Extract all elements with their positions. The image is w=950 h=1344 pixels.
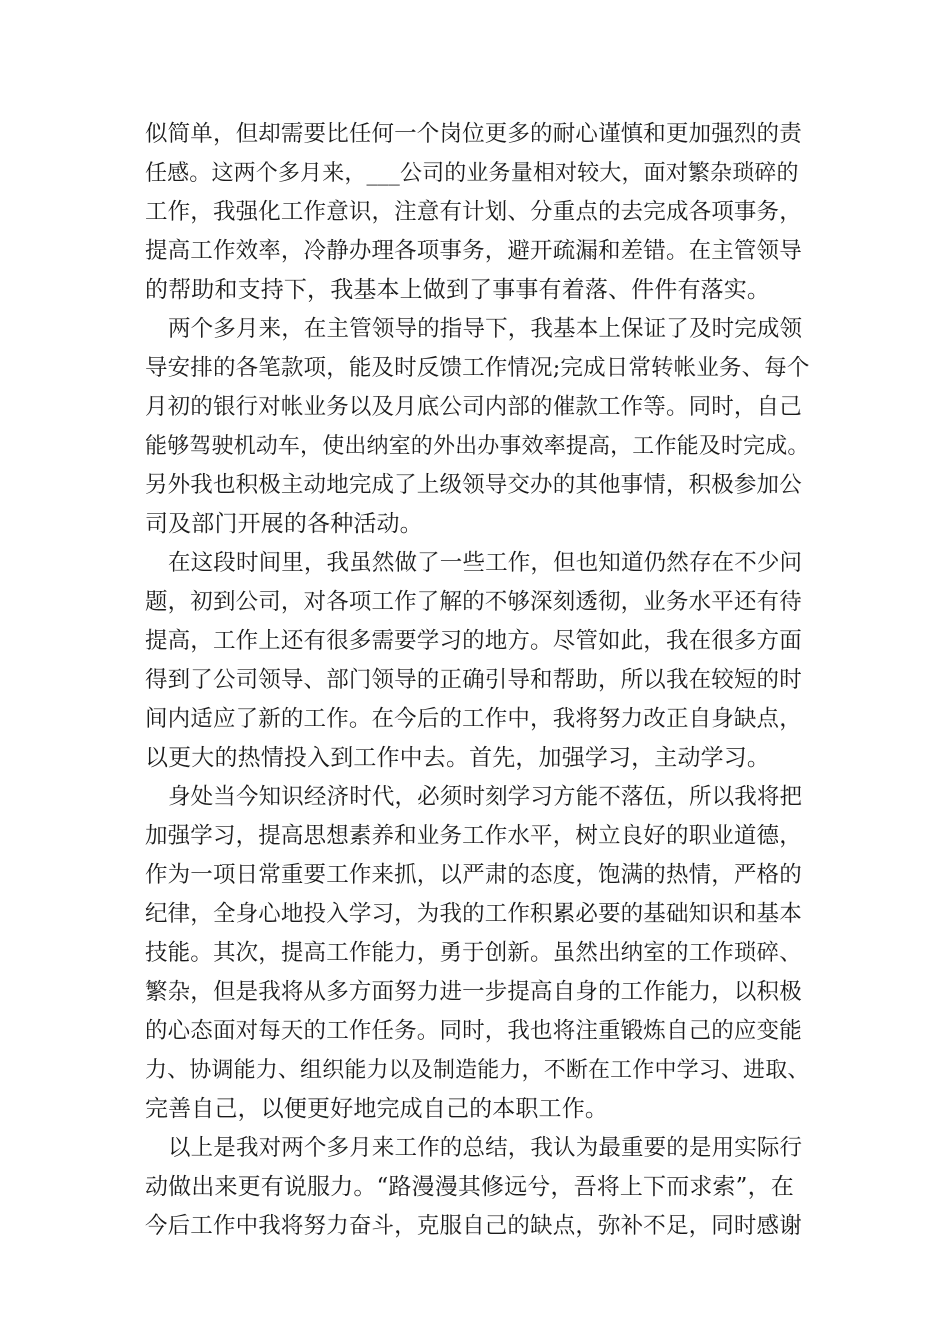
text-line: 作为一项日常重要工作来抓，以严肃的态度，饱满的热情，严格的: [145, 862, 802, 888]
document-body: [145, 115, 810, 1246]
text-line: 技能。其次，提高工作能力，勇于创新。虽然出纳室的工作琐碎、: [145, 940, 802, 966]
text-line: 月初的银行对帐业务以及月底公司内部的催款工作等。同时，自己: [145, 394, 802, 420]
text-line: 提高工作效率，冷静办理各项事务，避开疏漏和差错。在主管领导: [145, 238, 802, 264]
text-line: 似简单，但却需要比任何一个岗位更多的耐心谨慎和更加强烈的责: [145, 121, 802, 147]
text-line: 间内适应了新的工作。在今后的工作中，我将努力改正自身缺点，: [145, 706, 802, 732]
text-line: 工作，我强化工作意识，注意有计划、分重点的去完成各项事务，: [145, 199, 802, 225]
text-line: 提高，工作上还有很多需要学习的地方。尽管如此，我在很多方面: [145, 628, 802, 654]
text-line: 以更大的热情投入到工作中去。首先，加强学习，主动学习。: [145, 745, 771, 771]
text-line: 力、协调能力、组织能力以及制造能力，不断在工作中学习、进取、: [145, 1058, 810, 1083]
text-line: 繁杂，但是我将从多方面努力进一步提高自身的工作能力，以积极: [145, 979, 802, 1005]
text-line: 加强学习，提高思想素养和业务工作水平，树立良好的职业道德，: [145, 823, 802, 849]
text-line: 今后工作中我将努力奋斗，克服自己的缺点，弥补不足，同时感谢: [145, 1213, 802, 1239]
text-line: 的帮助和支持下，我基本上做到了事事有着落、件件有落实。: [145, 277, 771, 303]
paragraph-first-line: 在这段时间里，我虽然做了一些工作，但也知道仍然存在不少问: [168, 550, 803, 576]
text-line: 的心态面对每天的工作任务。同时，我也将注重锻炼自己的应变能: [145, 1018, 802, 1044]
text-line: 另外我也积极主动地完成了上级领导交办的其他事情，积极参加公: [145, 472, 802, 498]
text-line: 完善自己，以便更好地完成自己的本职工作。: [145, 1096, 608, 1122]
text-line: 任感。这两个多月来，___公司的业务量相对较大，面对繁杂琐碎的: [145, 161, 799, 186]
paragraph-first-line: 两个多月来，在主管领导的指导下，我基本上保证了及时完成领: [168, 316, 803, 342]
text-line: 司及部门开展的各种活动。: [145, 511, 423, 537]
text-line: 得到了公司领导、部门领导的正确引导和帮助，所以我在较短的时: [145, 667, 802, 693]
text-line: 题，初到公司，对各项工作了解的不够深刻透彻，业务水平还有待: [145, 589, 802, 615]
text-line: 动做出来更有说服力。“路漫漫其修远兮，吾将上下而求索”，在: [145, 1174, 794, 1200]
paragraph-first-line: 以上是我对两个多月来工作的总结，我认为最重要的是用实际行: [168, 1135, 803, 1161]
paragraph-first-line: 身处当今知识经济时代，必须时刻学习方能不落伍，所以我将把: [168, 784, 803, 810]
text-line: 导安排的各笔款项，能及时反馈工作情况;完成日常转帐业务、每个: [145, 355, 810, 381]
text-line: 纪律，全身心地投入学习，为我的工作积累必要的基础知识和基本: [145, 901, 802, 927]
text-line: 能够驾驶机动车，使出纳室的外出办事效率提高，工作能及时完成。: [145, 434, 810, 459]
